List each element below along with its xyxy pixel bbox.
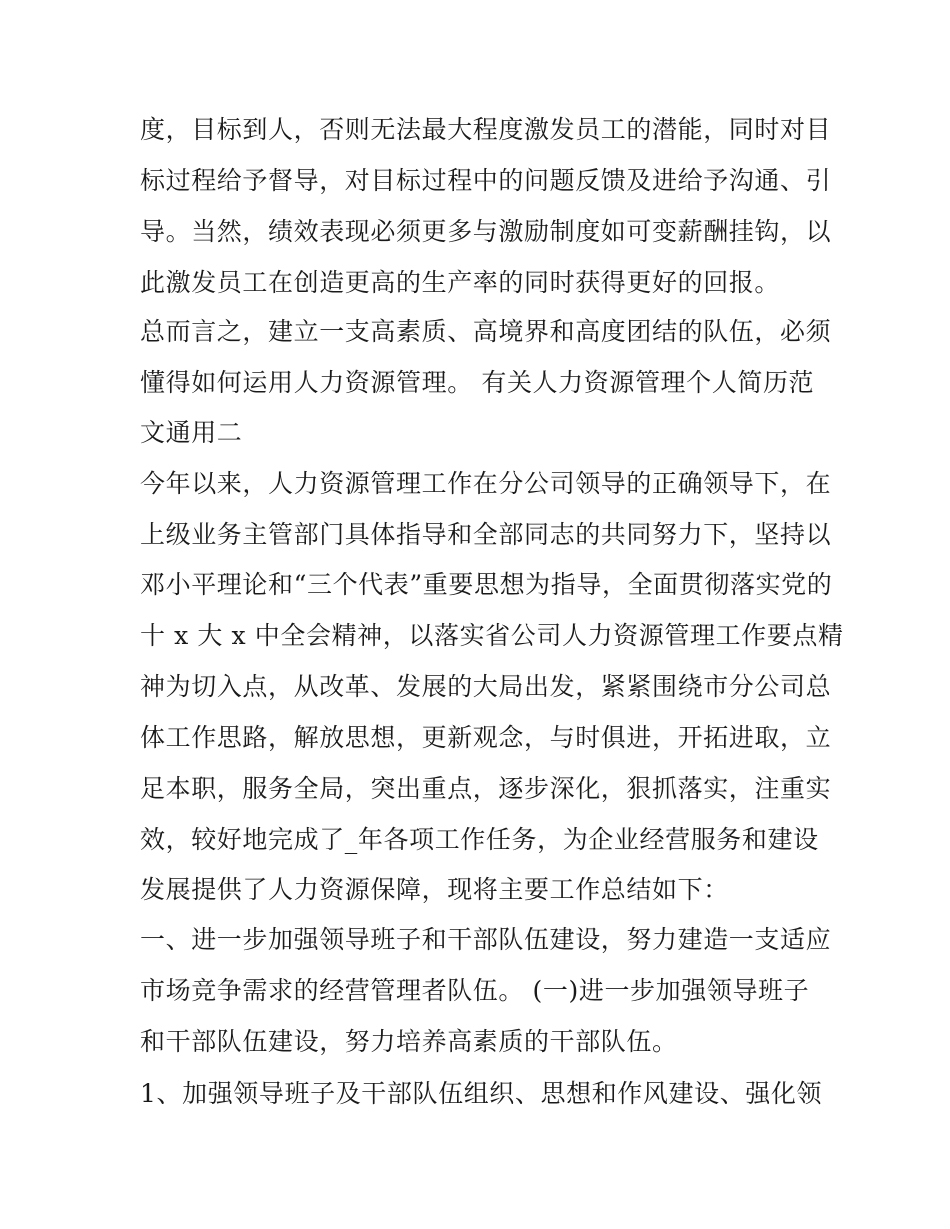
text-line: 和干部队伍建设，努力培养高素质的干部队伍。 <box>140 1027 678 1056</box>
text-line: 文通用二 <box>140 418 243 447</box>
text-line: 上级业务主管部门具体指导和全部同志的共同努力下，坚持以 <box>140 520 832 549</box>
text-line: 邓小平理论和“三个代表”重要思想为指导，全面贯彻落实党的 <box>140 570 833 599</box>
text-line: 今年以来，人力资源管理工作在分公司领导的正确领导下，在 <box>140 469 832 498</box>
text-line: 度，目标到人，否则无法最大程度激发员工的潜能，同时对目 <box>140 115 832 144</box>
text-line: 体工作思路，解放思想，更新观念，与时俱进，开拓进取，立 <box>140 723 832 752</box>
text-line: 此激发员工在创造更高的生产率的同时获得更好的回报。 <box>140 268 781 297</box>
text-line: 1、加强领导班子及干部队伍组织、思想和作风建设、强化领 <box>140 1079 823 1108</box>
text-line: 神为切入点，从改革、发展的大局出发，紧紧围绕市分公司总 <box>140 672 832 701</box>
text-line: 懂得如何运用人力资源管理。 有关人力资源管理个人简历范 <box>140 368 815 397</box>
text-line: 导。当然，绩效表现必须更多与激励制度如可变薪酬挂钩，以 <box>140 217 832 246</box>
text-line: 发展提供了人力资源保障，现将主要工作总结如下： <box>140 875 729 904</box>
text-line: 一、进一步加强领导班子和干部队伍建设，努力建造一支适应 <box>140 925 832 954</box>
text-line: 市场竞争需求的经营管理者队伍。 (一)进一步加强领导班子 <box>140 976 810 1005</box>
text-line: 效，较好地完成了_年各项工作任务，为企业经营服务和建设 <box>140 825 819 854</box>
text-line: 十 x 大 x 中全会精神，以落实省公司人力资源管理工作要点精 <box>140 621 844 650</box>
text-line: 足本职，服务全局，突出重点，逐步深化，狠抓落实，注重实 <box>140 774 832 803</box>
text-line: 标过程给予督导，对目标过程中的问题反馈及进给予沟通、引 <box>140 166 832 195</box>
text-line: 总而言之，建立一支高素质、高境界和高度团结的队伍，必须 <box>140 317 832 346</box>
